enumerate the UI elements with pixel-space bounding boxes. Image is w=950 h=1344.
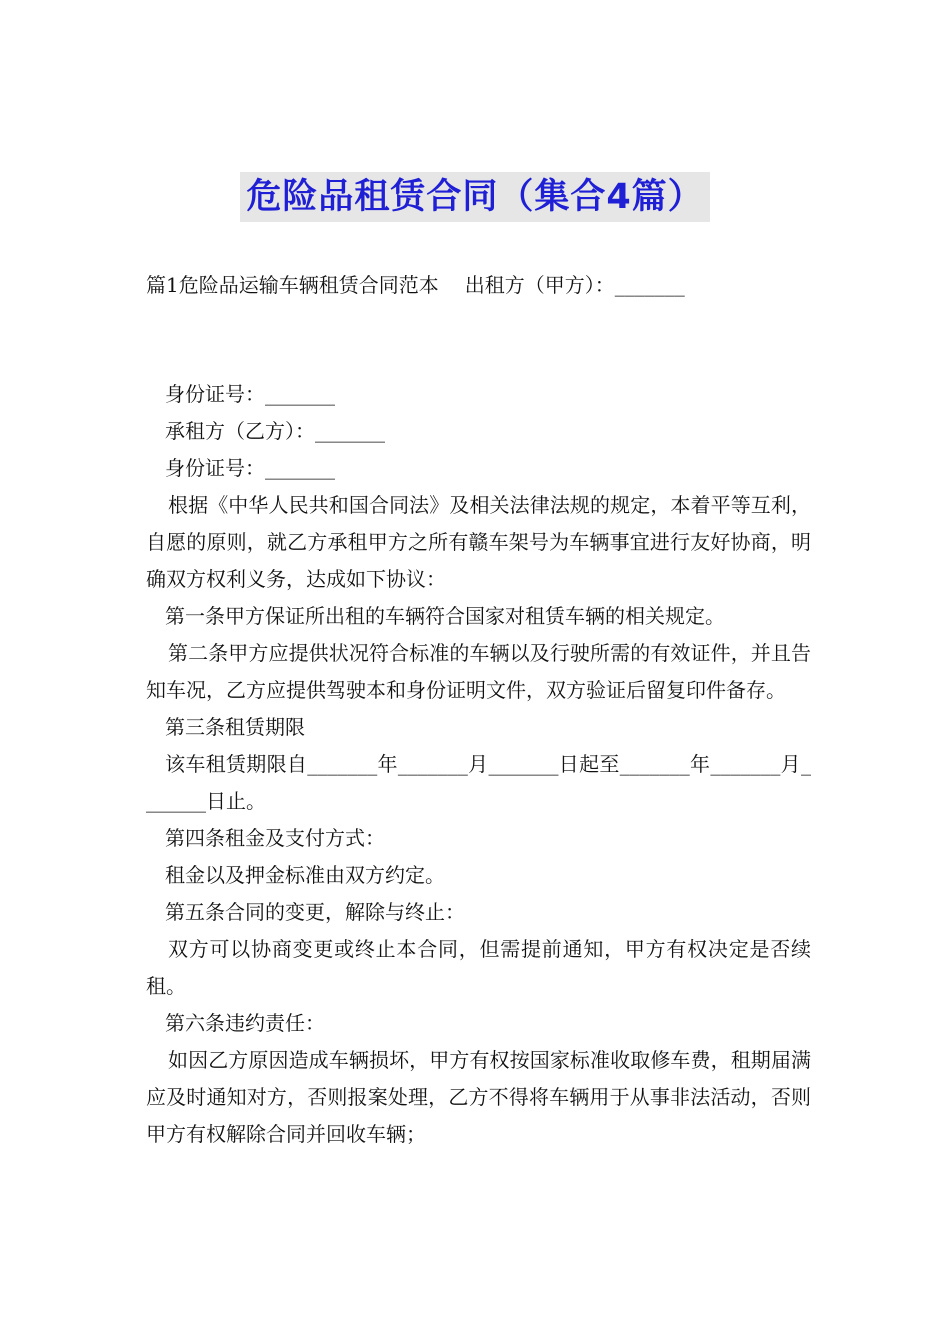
lease-term-paragraph: 该车租赁期限自_______年_______月_______日起至_______年_______月_______日止。 <box>146 752 811 813</box>
lessee-field: 承租方（乙方）：_______ <box>165 419 385 443</box>
article-5-heading: 第五条合同的变更，解除与终止： <box>165 900 465 924</box>
rent-deposit-paragraph: 租金以及押金标准由双方约定。 <box>165 863 445 887</box>
article-3-heading: 第三条租赁期限 <box>165 715 305 739</box>
document-title: 危险品租赁合同（集合4篇） <box>240 172 709 222</box>
modification-paragraph: 双方可以协商变更或终止本合同，但需提前通知，甲方有权决定是否续租。 <box>146 937 811 998</box>
article-2: 第二条甲方应提供状况符合标准的车辆以及行驶所需的有效证件，并且告知车况，乙方应提供驾驶本和身份证明文件，双方验证后留复印件备存。 <box>146 641 811 702</box>
contract-body <box>146 376 811 1153</box>
liability-paragraph: 如因乙方原因造成车辆损坏，甲方有权按国家标准收取修车费，租期届满应及时通知对方，否则报案处理，乙方不得将车辆用于从事非法活动，否则甲方有权解除合同并回收车辆； <box>146 1048 811 1146</box>
lessor-field: 出租方（甲方）：_______ <box>464 273 685 297</box>
subtitle-line <box>146 268 685 302</box>
article-6-heading: 第六条违约责任： <box>165 1011 325 1035</box>
preamble-paragraph: 根据《中华人民共和国合同法》及相关法律法规的规定，本着平等互利，自愿的原则，就乙方承租甲方之所有赣车架号为车辆事宜进行友好协商，明确双方权利义务，达成如下协议： <box>146 493 811 591</box>
id-number-field-b: 身份证号：_______ <box>165 456 335 480</box>
article-1: 第一条甲方保证所出租的车辆符合国家对租赁车辆的相关规定。 <box>165 604 725 628</box>
title-container <box>0 172 950 222</box>
article-4-heading: 第四条租金及支付方式： <box>165 826 385 850</box>
chapter-heading: 篇1危险品运输车辆租赁合同范本 <box>146 273 439 297</box>
id-number-field-a: 身份证号：_______ <box>165 382 335 406</box>
